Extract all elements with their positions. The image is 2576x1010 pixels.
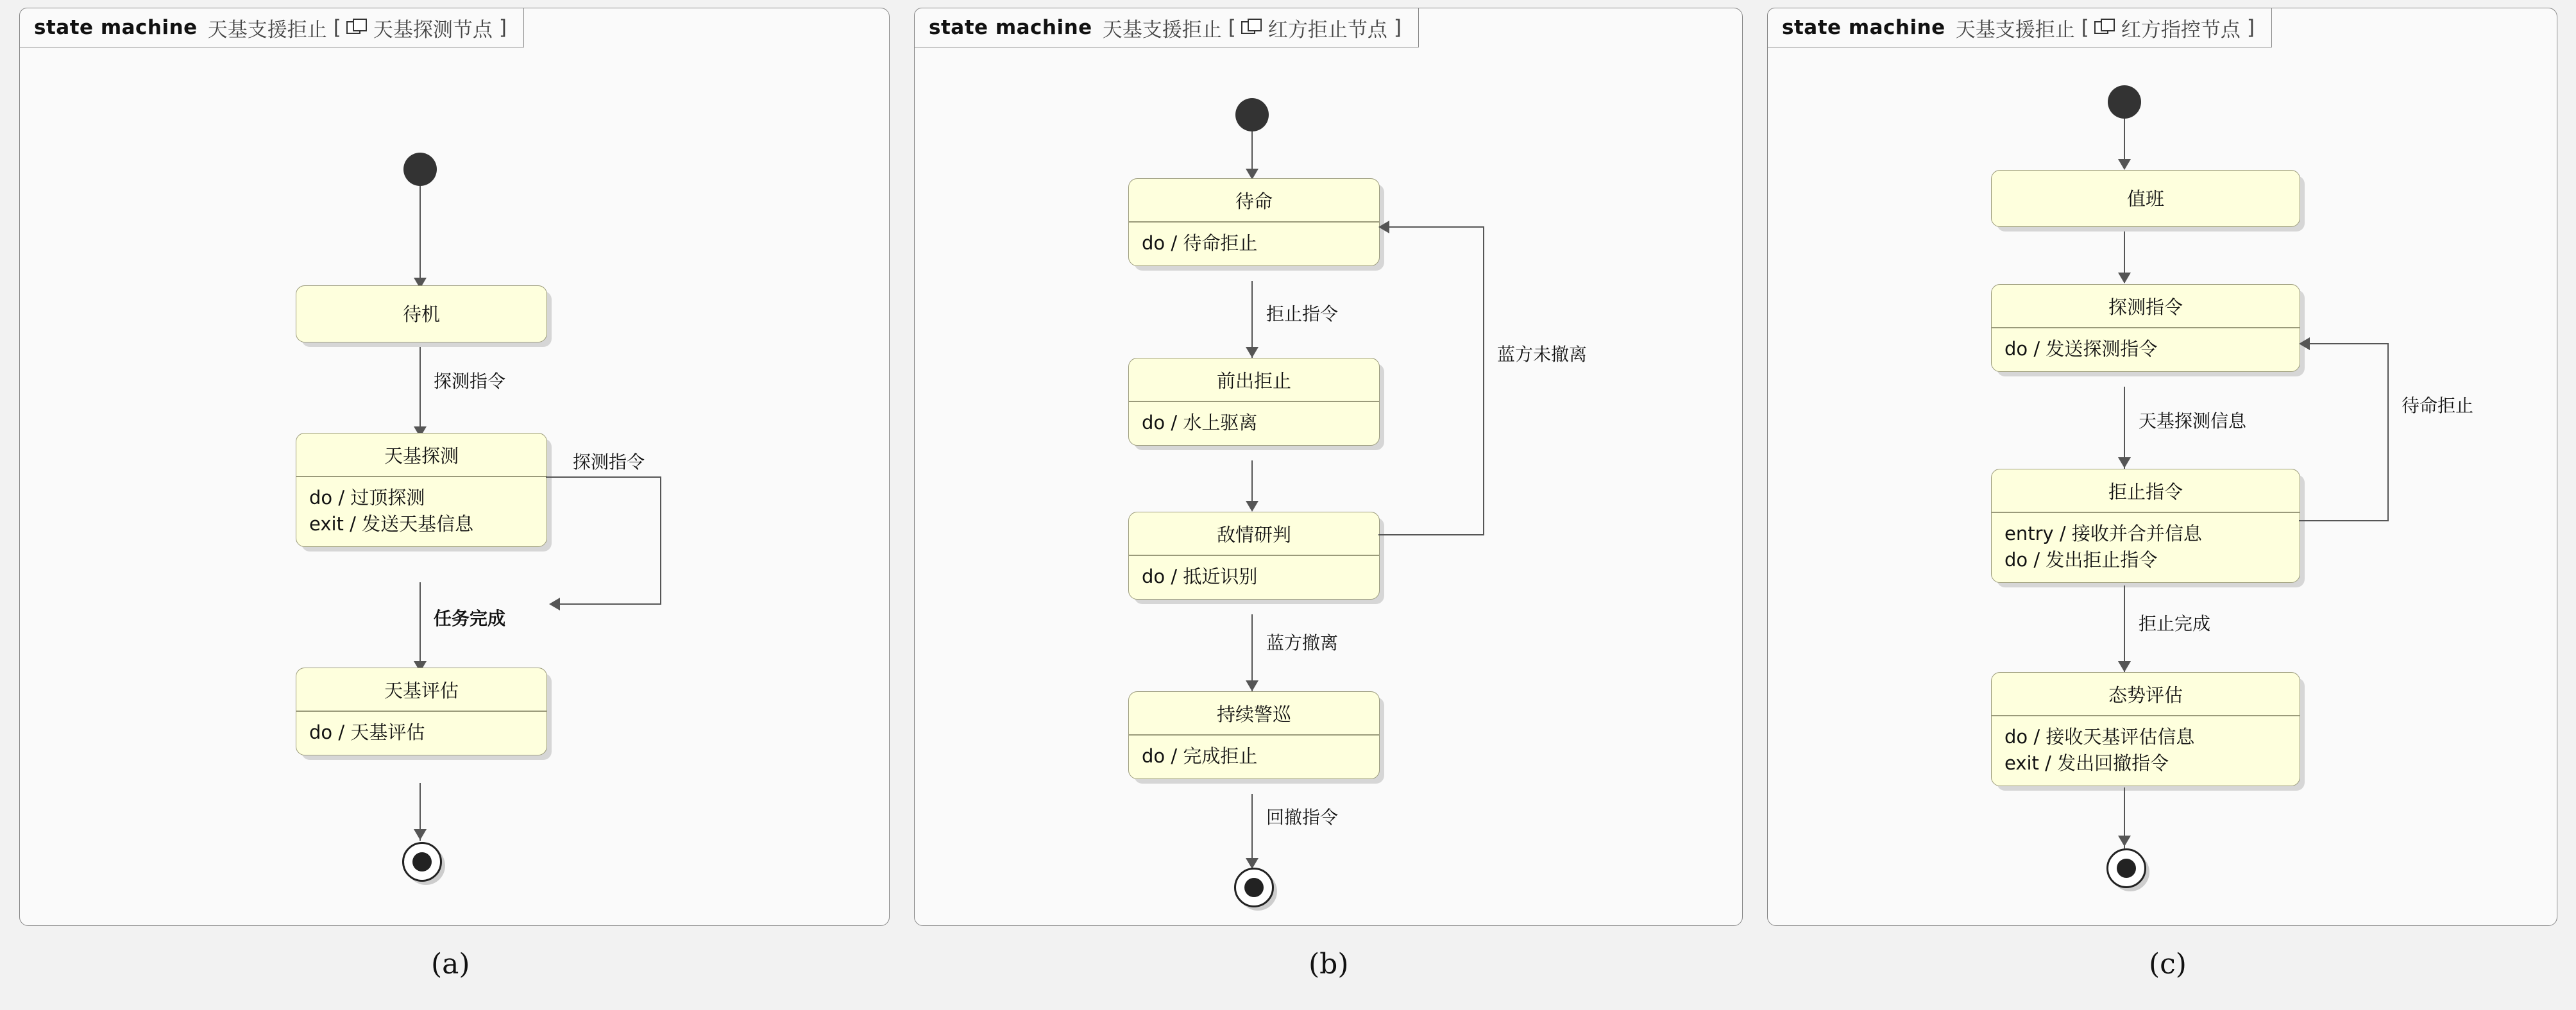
state-title: 前出拒止 [1216, 370, 1291, 392]
state-activity: do / 发送探测指令 [2004, 337, 2158, 360]
arrow-s2-to-s3 [1246, 501, 1258, 512]
state-title: 待机 [402, 303, 440, 325]
transition-label-c-1: 天基探测信息 [2139, 410, 2247, 432]
initial-node-a [403, 153, 437, 186]
state-body [1129, 223, 1379, 265]
frame-keyword: state machine [929, 16, 1092, 39]
caption-c: (c) [2149, 948, 2187, 981]
transition-label-b-3: 蓝方撤离 [1266, 632, 1339, 653]
arrow-loop-to-s1 [1378, 221, 1389, 233]
frame-bracket-close: ] [1393, 16, 1402, 39]
state-a-2[interactable] [296, 433, 547, 547]
component-icon [346, 19, 368, 37]
frame-bracket-open: [ [1228, 16, 1236, 39]
frame-context: 天基探测节点 [373, 18, 493, 42]
frame-context: 红方拒止节点 [1267, 18, 1387, 42]
state-b-3[interactable] [1128, 512, 1380, 600]
arrow-selfloop [549, 598, 560, 610]
edge-loop-bottom [2299, 520, 2389, 521]
transition-label-b-4: 回撤指令 [1266, 807, 1339, 828]
arrow-s3-to-s4 [2118, 661, 2131, 672]
state-title: 探测指令 [2108, 296, 2183, 318]
state-title: 持续警巡 [1216, 703, 1291, 725]
state-title: 值班 [2126, 188, 2164, 210]
state-activity: do / 水上驱离 [1142, 411, 1258, 433]
state-activity: exit / 发出回撤指令 [2004, 752, 2169, 774]
state-a-1[interactable] [296, 285, 547, 342]
edge-loop-right [2387, 343, 2389, 521]
transition-label-a-3: 任务完成 [434, 608, 506, 629]
state-activity: do / 完成拒止 [1142, 745, 1258, 767]
state-title: 待命 [1235, 190, 1273, 212]
arrow-s4-to-final [2118, 836, 2131, 846]
state-activity: exit / 发送天基信息 [309, 512, 474, 535]
state-body [1992, 328, 2300, 371]
state-body [1129, 736, 1379, 779]
arrow-s1-to-s2 [1246, 347, 1258, 358]
state-activity: do / 过顶探测 [309, 486, 425, 509]
caption-b: (b) [1309, 948, 1349, 981]
arrow-loop-to-s2 [2299, 337, 2310, 350]
transition-label-b-1: 拒止指令 [1266, 303, 1339, 324]
state-body [1992, 513, 2300, 582]
state-activity: do / 发出拒止指令 [2004, 548, 2158, 571]
edge-loop-right [1483, 226, 1484, 535]
frame-context: 红方指控节点 [2121, 18, 2241, 42]
arrow-s3-to-final [414, 829, 427, 840]
state-a-3[interactable] [296, 668, 547, 755]
edge-s2-to-s3 [419, 582, 421, 672]
transition-label-a-1: 探测指令 [434, 371, 506, 392]
edge-start-to-s1 [419, 186, 421, 282]
state-body [1129, 556, 1379, 599]
state-activity: do / 待命拒止 [1142, 231, 1258, 254]
final-node-a [402, 842, 442, 882]
state-activity: entry / 接收并合并信息 [2004, 522, 2202, 544]
edge-s1-to-s2 [419, 347, 421, 437]
edge-loop-top [1389, 226, 1484, 228]
final-node-b [1234, 868, 1274, 907]
frame-label-a [19, 8, 524, 47]
frame-keyword: state machine [1782, 16, 1945, 39]
state-body [1129, 402, 1379, 445]
frame-label-c [1767, 8, 2272, 47]
state-b-4[interactable] [1128, 691, 1380, 779]
state-b-1[interactable] [1128, 178, 1380, 266]
transition-label-c-3: 拒止完成 [2139, 613, 2211, 634]
final-node-c [2106, 848, 2146, 888]
edge-s3-to-s4 [1251, 614, 1253, 691]
edge-s3-to-s4 [2124, 585, 2125, 672]
state-title: 天基评估 [384, 680, 459, 702]
arrow-s2-to-s3 [2118, 457, 2131, 468]
initial-node-c [2108, 85, 2141, 119]
state-title: 敌情研判 [1216, 524, 1291, 546]
edge-selfloop-top [546, 476, 661, 478]
state-body [296, 712, 547, 755]
caption-a: (a) [431, 948, 470, 981]
state-c-2[interactable] [1991, 284, 2300, 372]
state-c-3[interactable] [1991, 469, 2300, 583]
panel-c [1767, 8, 2557, 926]
state-body [1992, 716, 2300, 786]
edge-loop-bottom [1378, 534, 1484, 535]
frame-name: 天基支援拒止 [207, 18, 327, 42]
edge-selfloop-right [660, 476, 661, 605]
state-c-1[interactable] [1991, 170, 2300, 227]
frame-name: 天基支援拒止 [1102, 18, 1222, 42]
state-title: 态势评估 [2108, 684, 2183, 706]
frame-bracket-open: [ [333, 16, 341, 39]
panel-b [914, 8, 1743, 926]
state-activity: do / 抵近识别 [1142, 565, 1258, 587]
state-activity: do / 天基评估 [309, 721, 425, 743]
frame-bracket-close: ] [498, 16, 507, 39]
frame-keyword: state machine [34, 16, 198, 39]
state-c-4[interactable] [1991, 672, 2300, 786]
arrow-s3-to-s4 [1246, 680, 1258, 691]
edge-s1-to-s2 [1251, 281, 1253, 358]
edge-loop-top [2310, 343, 2389, 344]
component-icon [2094, 19, 2116, 37]
frame-name: 天基支援拒止 [1955, 18, 2075, 42]
initial-node-b [1235, 98, 1269, 131]
transition-label-a-2: 探测指令 [573, 451, 645, 473]
state-title: 天基探测 [384, 445, 459, 467]
arrow-s1-to-s2 [2118, 273, 2131, 283]
panel-a [19, 8, 890, 926]
state-activity: do / 接收天基评估信息 [2004, 725, 2195, 748]
component-icon [1241, 19, 1263, 37]
state-b-2[interactable] [1128, 358, 1380, 446]
frame-bracket-open: [ [2081, 16, 2089, 39]
frame-bracket-close: ] [2246, 16, 2255, 39]
transition-label-b-2: 蓝方未撤离 [1497, 344, 1588, 365]
transition-label-c-2: 待命拒止 [2402, 395, 2474, 416]
arrow-start-to-s1 [2118, 159, 2131, 170]
frame-label-b [914, 8, 1419, 47]
state-title: 拒止指令 [2108, 481, 2183, 503]
state-body [296, 477, 547, 546]
edge-selfloop-bottom [559, 603, 661, 605]
